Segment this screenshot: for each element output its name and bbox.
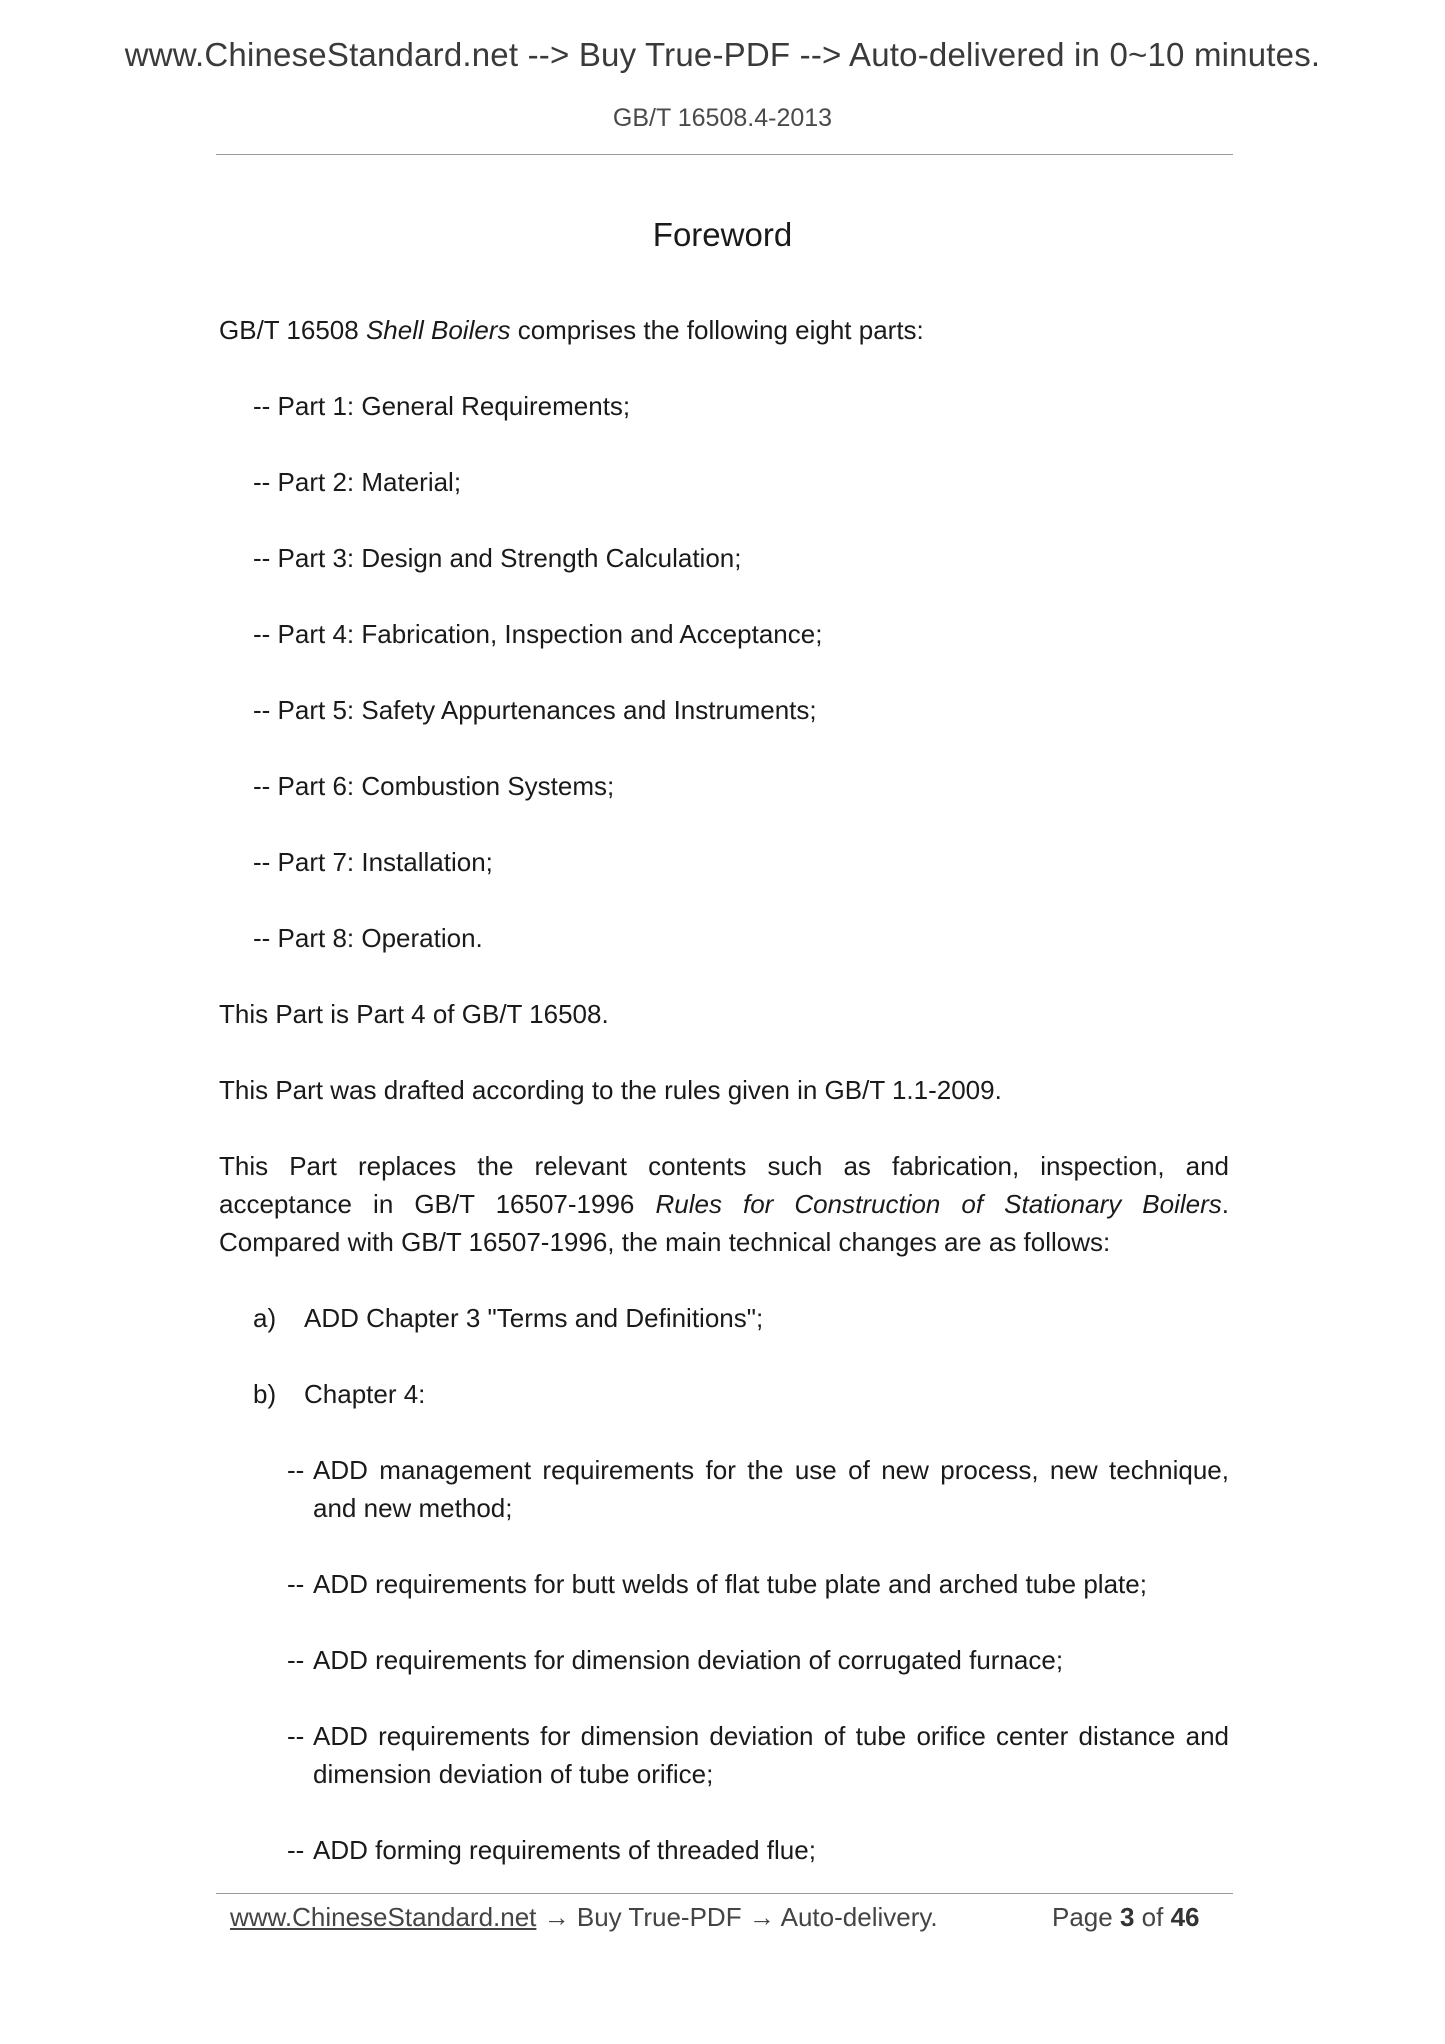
chapter4-item-line: ADD requirements for butt welds of flat tube plate and arched tube plate; [313, 1569, 1147, 1599]
intro-paragraph [219, 311, 924, 349]
chapter4-item-text [313, 1451, 1229, 1527]
paragraph-part-of: This Part is Part 4 of GB/T 16508. [219, 999, 609, 1029]
change-text-b: Chapter 4: [304, 1379, 426, 1409]
arrow-right-icon: → [543, 1902, 570, 1932]
replaces-line-3: Compared with GB/T 16507-1996, the main technical changes are as follows: [219, 1227, 1111, 1257]
chapter4-item [287, 1451, 1229, 1527]
of-word: of [1141, 1902, 1164, 1932]
chapter4-item-line: dimension deviation of tube orifice; [313, 1759, 714, 1789]
change-text-a: ADD Chapter 3 "Terms and Definitions"; [304, 1303, 764, 1333]
dash-marker: -- [287, 1455, 305, 1485]
chapter4-item-text [313, 1831, 1229, 1869]
list-item-part-7: -- Part 7: Installation; [253, 847, 493, 877]
chapter4-item [287, 1565, 1229, 1603]
replaces-line-1: This Part replaces the relevant contents such as fabrication, inspection, and [219, 1151, 1229, 1181]
change-label-b: b) [253, 1379, 277, 1409]
list-item-part-2: -- Part 2: Material; [253, 467, 462, 497]
replaces-italic-title: Rules for Construction of Stationary Boilers [655, 1189, 1222, 1219]
paragraph-drafted: This Part was drafted according to the rules given in GB/T 1.1-2009. [219, 1075, 1002, 1105]
header-divider [216, 154, 1233, 155]
footer-site-link[interactable]: www.ChineseStandard.net [230, 1902, 537, 1932]
footer-buy-text: Buy True-PDF [576, 1902, 742, 1932]
footer-divider [216, 1893, 1233, 1894]
chapter4-item-text [313, 1717, 1229, 1793]
intro-italic-title: Shell Boilers [365, 315, 511, 345]
chapter4-item [287, 1641, 1229, 1679]
paragraph-replaces [219, 1147, 1229, 1261]
list-item-part-6: -- Part 6: Combustion Systems; [253, 771, 615, 801]
list-item-part-3: -- Part 3: Design and Strength Calculation; [253, 543, 742, 573]
dash-marker: -- [287, 1721, 305, 1751]
top-banner: www.ChineseStandard.net --> Buy True-PDF --> Auto-delivered in 0~10 minutes. [124, 36, 1321, 73]
page-title: Foreword [652, 216, 793, 253]
chapter4-item-text [313, 1565, 1229, 1603]
list-item-part-5: -- Part 5: Safety Appurtenances and Instruments; [253, 695, 817, 725]
chapter4-item-text [313, 1641, 1229, 1679]
replaces-line-2-suffix: . [1221, 1189, 1229, 1219]
chapter4-item-line: ADD requirements for dimension deviation of corrugated furnace; [313, 1645, 1064, 1675]
chapter4-item-line: ADD requirements for dimension deviation of tube orifice center distance and [313, 1721, 1229, 1751]
replaces-line-2-prefix: acceptance in GB/T 16507-1996 [219, 1189, 656, 1219]
footer-promo [230, 1898, 938, 1936]
chapter4-item [287, 1831, 1229, 1869]
replaces-line-2 [219, 1185, 1229, 1223]
intro-suffix: comprises the following eight parts: [510, 315, 924, 345]
intro-prefix: GB/T 16508 [219, 315, 366, 345]
total-page-number: 46 [1170, 1902, 1200, 1932]
list-item-part-4: -- Part 4: Fabrication, Inspection and Acceptance; [253, 619, 823, 649]
chapter4-item-line: and new method; [313, 1493, 513, 1523]
change-label-a: a) [253, 1303, 277, 1333]
dash-marker: -- [287, 1835, 305, 1865]
current-page-number: 3 [1119, 1902, 1135, 1932]
arrow-right-icon: → [748, 1902, 775, 1932]
dash-marker: -- [287, 1645, 305, 1675]
dash-marker: -- [287, 1569, 305, 1599]
list-item-part-8: -- Part 8: Operation. [253, 923, 483, 953]
list-item-part-1: -- Part 1: General Requirements; [253, 391, 631, 421]
chapter4-item [287, 1717, 1229, 1793]
footer-delivery-text: Auto-delivery. [780, 1902, 938, 1932]
page-counter [1052, 1898, 1200, 1936]
standard-code-header: GB/T 16508.4-2013 [612, 104, 833, 132]
page-word: Page [1052, 1902, 1113, 1932]
chapter4-item-line: ADD management requirements for the use of new process, new technique, [313, 1455, 1229, 1485]
chapter4-item-line: ADD forming requirements of threaded flue; [313, 1835, 816, 1865]
